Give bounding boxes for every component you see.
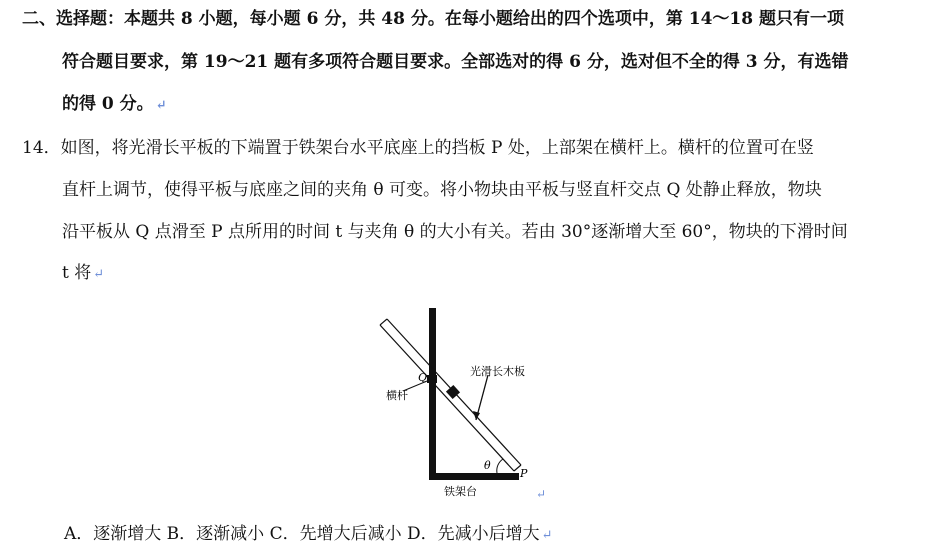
answer-options	[64, 523, 553, 547]
label-q: Q	[418, 371, 428, 384]
return-mark-icon: ↵	[93, 267, 105, 282]
question-line-4-text: t 将	[62, 263, 92, 283]
section-header-line-1: 二、选择题：本题共 8 小题，每小题 6 分，共 48 分。在每小题给出的四个选项中，第 14～18 题只有一项	[22, 9, 844, 29]
iron-stand-diagram	[370, 305, 560, 510]
label-crossbar: 横杆	[386, 389, 408, 402]
section-header-line-3	[62, 93, 167, 117]
question-line-1: 14．如图，将光滑长平板的下端置于铁架台水平底座上的挡板 P 处，上部架在横杆上。横杆的位置可在竖	[22, 138, 814, 158]
section-header-line-2: 符合题目要求，第 19～21 题有多项符合题目要求。全部选对的得 6 分，选对但不全的得 3 分，有选错	[62, 52, 849, 72]
answer-options-text: A．逐渐增大 B．逐渐减小 C．先增大后减小 D．先减小后增大	[64, 524, 540, 544]
label-theta: θ	[484, 459, 491, 472]
label-p: P	[520, 467, 528, 480]
return-mark-icon: ↵	[541, 528, 553, 543]
vertical-rod	[429, 308, 436, 480]
return-mark-icon: ↵	[536, 487, 547, 501]
section-header-line-3-text: 的得 0 分。	[62, 94, 154, 114]
question-line-3: 沿平板从 Q 点滑至 P 点所用的时间 t 与夹角 θ 的大小有关。若由 30°逐渐增大至 60°，物块的下滑时间	[62, 222, 848, 242]
label-iron-stand: 铁架台	[444, 485, 477, 498]
question-line-2: 直杆上调节，使得平板与底座之间的夹角 θ 可变。将小物块由平板与竖直杆交点 Q 处静止释放，物块	[62, 180, 822, 200]
question-line-4	[62, 262, 104, 286]
crossbar-block	[427, 375, 437, 383]
label-smooth-board: 光滑长木板	[470, 365, 525, 378]
return-mark-icon: ↵	[155, 98, 167, 113]
stand-base	[429, 473, 519, 480]
theta-arc	[497, 459, 503, 473]
